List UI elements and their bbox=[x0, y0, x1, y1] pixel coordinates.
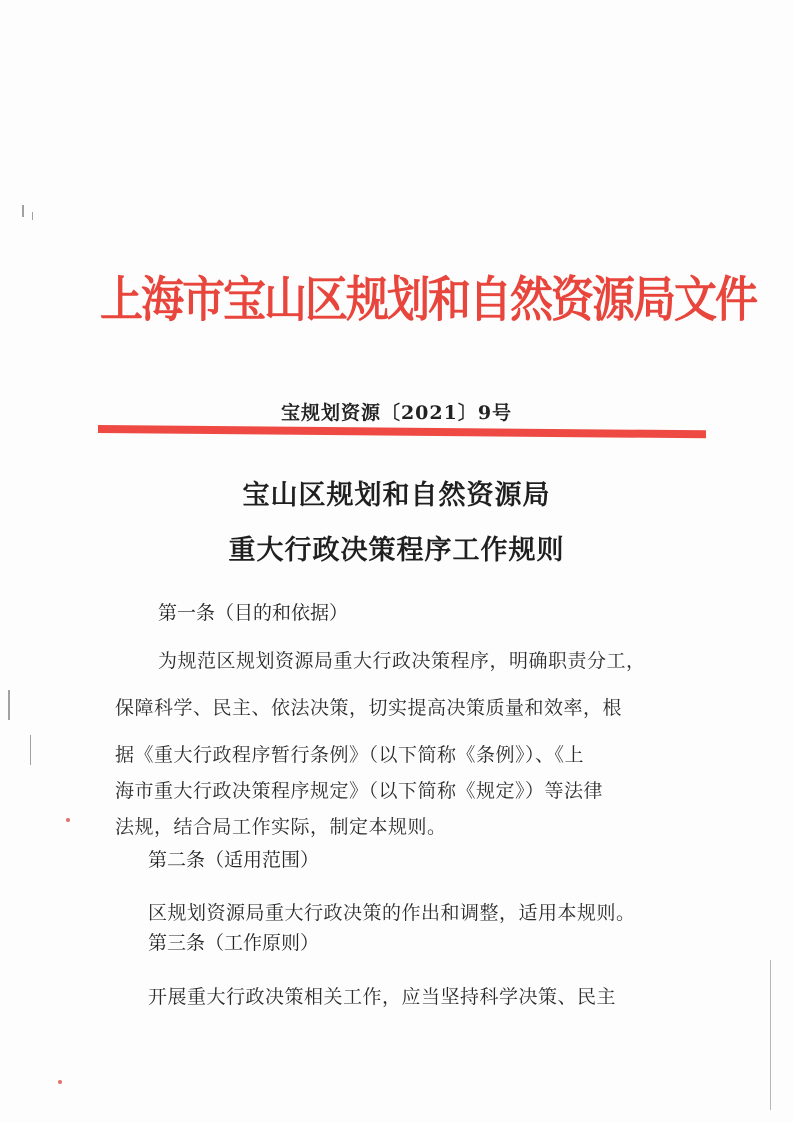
article-2-heading: 第二条（适用范围） bbox=[148, 849, 320, 871]
article-1-heading: 第一条（目的和依据） bbox=[158, 602, 349, 624]
article-3-heading: 第三条（工作原则） bbox=[148, 932, 320, 954]
red-separator-rule bbox=[98, 425, 706, 438]
document-title-line-2: 重大行政决策程序工作规则 bbox=[228, 535, 565, 566]
scan-mark bbox=[32, 212, 33, 220]
scan-mark bbox=[30, 735, 31, 765]
scan-dot bbox=[58, 1080, 62, 1084]
document-title-line-1: 宝山区规划和自然资源局 bbox=[242, 480, 551, 511]
article-1-line: 为规范区规划资源局重大行政决策程序，明确职责分工， bbox=[158, 650, 646, 672]
article-1-line: 海市重大行政决策程序规定》（以下简称《规定》）等法律 bbox=[115, 780, 604, 802]
scan-mark bbox=[8, 690, 10, 720]
article-2-line: 区规划资源局重大行政决策的作出和调整，适用本规则。 bbox=[148, 902, 636, 924]
issuing-org-header: 上海市宝山区规划和自然资源局文件 bbox=[100, 272, 756, 329]
scan-mark bbox=[22, 205, 24, 217]
article-1-line: 据《重大行政程序暂行条例》（以下简称《条例》）、《上 bbox=[115, 744, 585, 766]
article-3-line: 开展重大行政决策相关工作，应当坚持科学决策、民主 bbox=[148, 986, 617, 1008]
document-number: 宝规划资源〔2021〕9号 bbox=[280, 402, 513, 424]
article-1-line: 法规，结合局工作实际，制定本规则。 bbox=[115, 816, 447, 838]
scan-edge-line bbox=[770, 960, 771, 1110]
article-1-line: 保障科学、民主、依法决策，切实提高决策质量和效率，根 bbox=[115, 697, 623, 719]
scan-dot bbox=[66, 818, 70, 822]
